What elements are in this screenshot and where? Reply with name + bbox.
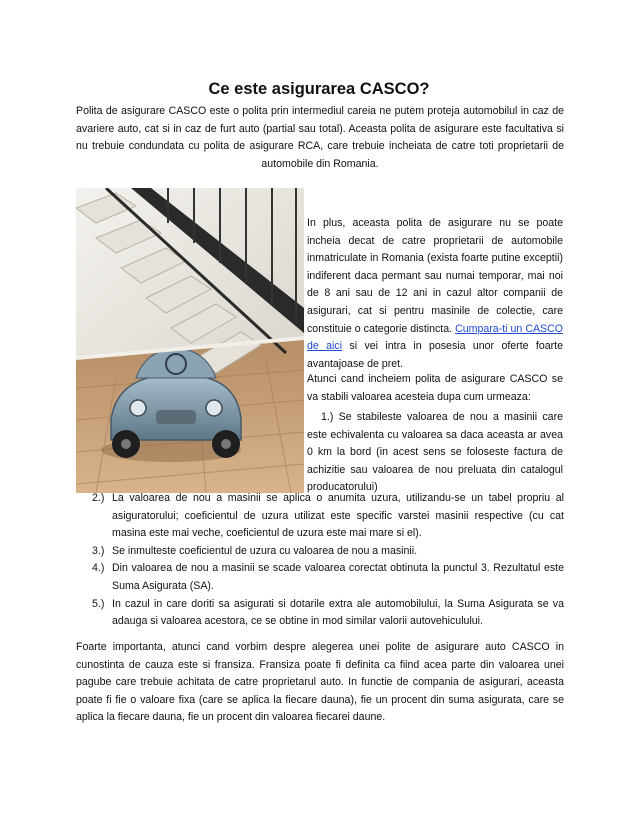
list-item — [78, 490, 564, 543]
document-title: Ce este asigurarea CASCO? — [208, 80, 430, 98]
list-item-text: Se inmulteste coeficientul de uzura cu valoarea de nou a masinii. — [112, 544, 418, 557]
side-paragraph-1-text: In plus, aceasta polita de asigurare nu se poate incheia decat de catre proprietarii de automobile inmatriculate in Romania (exista foarte putine exceptii) indiferent daca permant sau numai temporar, mai noi de 8 ani sau de 12 ani in cazul altor companii de asigurari, cat si pentru masinile de colectie, care constituie o categorie distincta. — [307, 217, 563, 335]
list-item-text: Din valoarea de nou a masinii se scade valoarea corectat obtinuta la punctul 3. Rezultatul este Suma Asigurata (SA). — [112, 562, 564, 592]
side-paragraph-2: Atunci cand incheiem polita de asigurare CASCO se va stabili valoarea acesteia dupa cum urmeaza: — [307, 373, 563, 403]
list-item-number: 4.) — [92, 562, 105, 575]
list-item — [78, 596, 564, 631]
intro-paragraph: Polita de asigurare CASCO este o polita prin intermediul careia ne putem proteja automobilul in caz de avariere auto, cat si in caz de furt auto (partial sau total). Aceasta polita de asigurare este facultativa si nu trebuie condundata cu polita de asigurare RCA, care trebuie incheiata de catre toti proprietarii de automobile din Romania. — [76, 105, 564, 170]
step-1: 1.) Se stabileste valoarea de nou a masinii care este echivalenta cu valoarea sa daca aceasta ar avea 0 km la bord (in acest sens se foloseste factura de achizitie sau valoarea de nou preluata din catalogul producatorului) — [307, 411, 563, 494]
side-paragraph-1-end: si vei intra in posesia unor oferte foarte avantajoase de pret. — [307, 340, 563, 370]
list-item-number: 5.) — [92, 597, 105, 610]
list-item-text: In cazul in care doriti sa asigurati si dotarile extra ale automobilului, la Suma Asigurata se va adauga si valoarea acestora, ce se obtine in mod similar valorii autovehiculului. — [112, 597, 564, 628]
closing-paragraph: Foarte importanta, atunci cand vorbim despre alegerea unei polite de asigurare auto CASCO in cunostinta de cauza este si fransiza. Fransiza poate fi definita ca fiind acea parte din valoarea unei pagube care trebuie achitata de catre proprietarul auto. In functie de compania de asigurari, aceasta poate fi fie o valoare fixa (care se aplica la fiecare dauna), fie un procent din suma asigurata, care se aplica la fiecare dauna, fie un procent din valoarea fiecarei daune. — [76, 641, 564, 724]
pedal-car-photo — [76, 188, 304, 493]
list-item — [78, 543, 564, 561]
list-item-number: 3.) — [92, 544, 105, 557]
list-item-text: La valoarea de nou a masinii se aplica o anumita uzura, utilizandu-se un tabel propriu al asiguratorului; coeficientul de uzura utilizat este specific varstei masinii respective (cu cat masina este mai veche, coeficientul de uzura este mai mare si el). — [112, 492, 564, 540]
list-item-number: 2.) — [92, 492, 105, 504]
buy-casco-link[interactable]: Cumpara-ti un CASCO de aici — [307, 322, 563, 353]
steps-list — [78, 490, 564, 631]
list-item — [78, 560, 564, 595]
side-paragraph-1 — [307, 215, 563, 373]
pedal-car-under-stairs-icon — [76, 188, 304, 493]
